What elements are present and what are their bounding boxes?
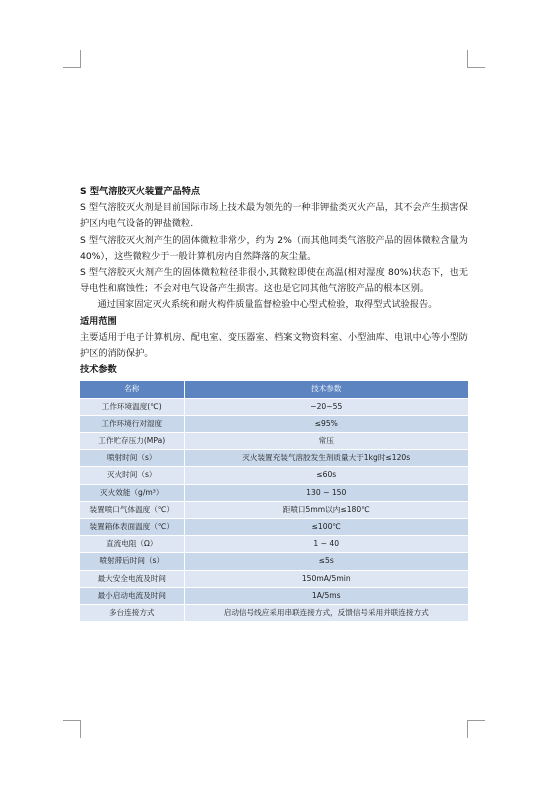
table-row (80, 519, 468, 536)
crop-mark-top-left-vertical (80, 50, 81, 68)
table-row (80, 484, 468, 501)
features-paragraph-3: S 型气溶胶灭火剂产生的固体微粒粒径非很小,其微粒即使在高温(相对湿度 80%)状态下，也无导电性和腐蚀性；不会对电气设备产生损害。这也是它同其他气溶胶产品的根本区别。 (80, 267, 468, 295)
spec-value: 1 ~ 40 (184, 536, 468, 553)
spec-name: 最小启动电流及时间 (80, 587, 184, 604)
spec-value: 1A/5ms (184, 587, 468, 604)
features-paragraph-2: S 型气溶胶灭火剂产生的固体微粒非常少，约为 2%（而其他同类气溶胶产品的固体微粒含量为 40%），这些微粒少于一般计算机房内自然降落的灰尘量。 (80, 234, 468, 262)
features-paragraph-1: S 型气溶胶灭火剂是目前国际市场上技术最为领先的一种非钾盐类灭火产品，其不会产生损害保护区内电气设备的钾盐微粒. (80, 202, 468, 230)
spec-value: ≤100℃ (184, 519, 468, 536)
spec-value: ≤60s (184, 467, 468, 484)
spec-name: 灭火效能（g/m³） (80, 484, 184, 501)
spec-name: 多台连接方式 (80, 605, 184, 622)
scope-heading: 适用范围 (80, 315, 117, 327)
features-heading: S 型气溶胶灭火装置产品特点 (80, 186, 201, 197)
table-row (80, 398, 468, 415)
document-body (80, 184, 468, 621)
specs-header-name: 名称 (80, 381, 184, 398)
table-row (80, 536, 468, 553)
table-row (80, 433, 468, 450)
spec-value: 灭火装置充装气溶胶发生剂质量大于1kg时≤120s (184, 450, 468, 467)
table-row (80, 605, 468, 622)
specs-header-value: 技术参数 (184, 381, 468, 398)
spec-name: 直流电阻（Ω） (80, 536, 184, 553)
spec-name: 喷射时间（s） (80, 450, 184, 467)
spec-name: 装置喷口气体温度（℃） (80, 501, 184, 518)
spec-name: 装置箱体表面温度（℃） (80, 519, 184, 536)
crop-mark-top-right-vertical (467, 50, 468, 68)
spec-name: 工作环境行对湿度 (80, 415, 184, 432)
spec-value: 130 ~ 150 (184, 484, 468, 501)
spec-name: 喷射滞后时间（s） (80, 553, 184, 570)
crop-mark-bottom-left-vertical (80, 720, 81, 738)
crop-mark-top-left-horizontal (63, 67, 81, 68)
spec-name: 工作环境温度(℃) (80, 398, 184, 415)
crop-mark-top-right-horizontal (467, 67, 485, 68)
table-row (80, 570, 468, 587)
table-row (80, 415, 468, 432)
spec-value: 常压 (184, 433, 468, 450)
crop-mark-bottom-left-horizontal (63, 720, 81, 721)
crop-mark-bottom-right-horizontal (467, 720, 485, 721)
specs-heading: 技术参数 (80, 364, 117, 376)
features-paragraph-4: 通过国家固定灭火系统和耐火构件质量监督检验中心型式检验，取得型式试验报告。 (97, 299, 438, 311)
specs-table (80, 381, 468, 621)
spec-name: 灭火时间（s） (80, 467, 184, 484)
table-row (80, 467, 468, 484)
table-row (80, 587, 468, 604)
spec-name: 最大安全电流及时间 (80, 570, 184, 587)
spec-value: 启动信号线应采用串联连接方式，反馈信号采用并联连接方式 (184, 605, 468, 622)
crop-mark-bottom-right-vertical (467, 720, 468, 738)
spec-value: 距喷口5mm以内≤180℃ (184, 501, 468, 518)
scope-paragraph: 主要适用于电子计算机房、配电室、变压器室、档案文物资料室、小型油库、电讯中心等小型防护区的消防保护。 (80, 331, 468, 360)
table-row (80, 553, 468, 570)
spec-value: 150mA/5min (184, 570, 468, 587)
specs-table-header-row (80, 381, 468, 398)
table-row (80, 450, 468, 467)
spec-value: ≤5s (184, 553, 468, 570)
spec-name: 工作贮存压力(MPa) (80, 433, 184, 450)
spec-value: −20~55 (184, 398, 468, 415)
spec-value: ≤95% (184, 415, 468, 432)
table-row (80, 501, 468, 518)
